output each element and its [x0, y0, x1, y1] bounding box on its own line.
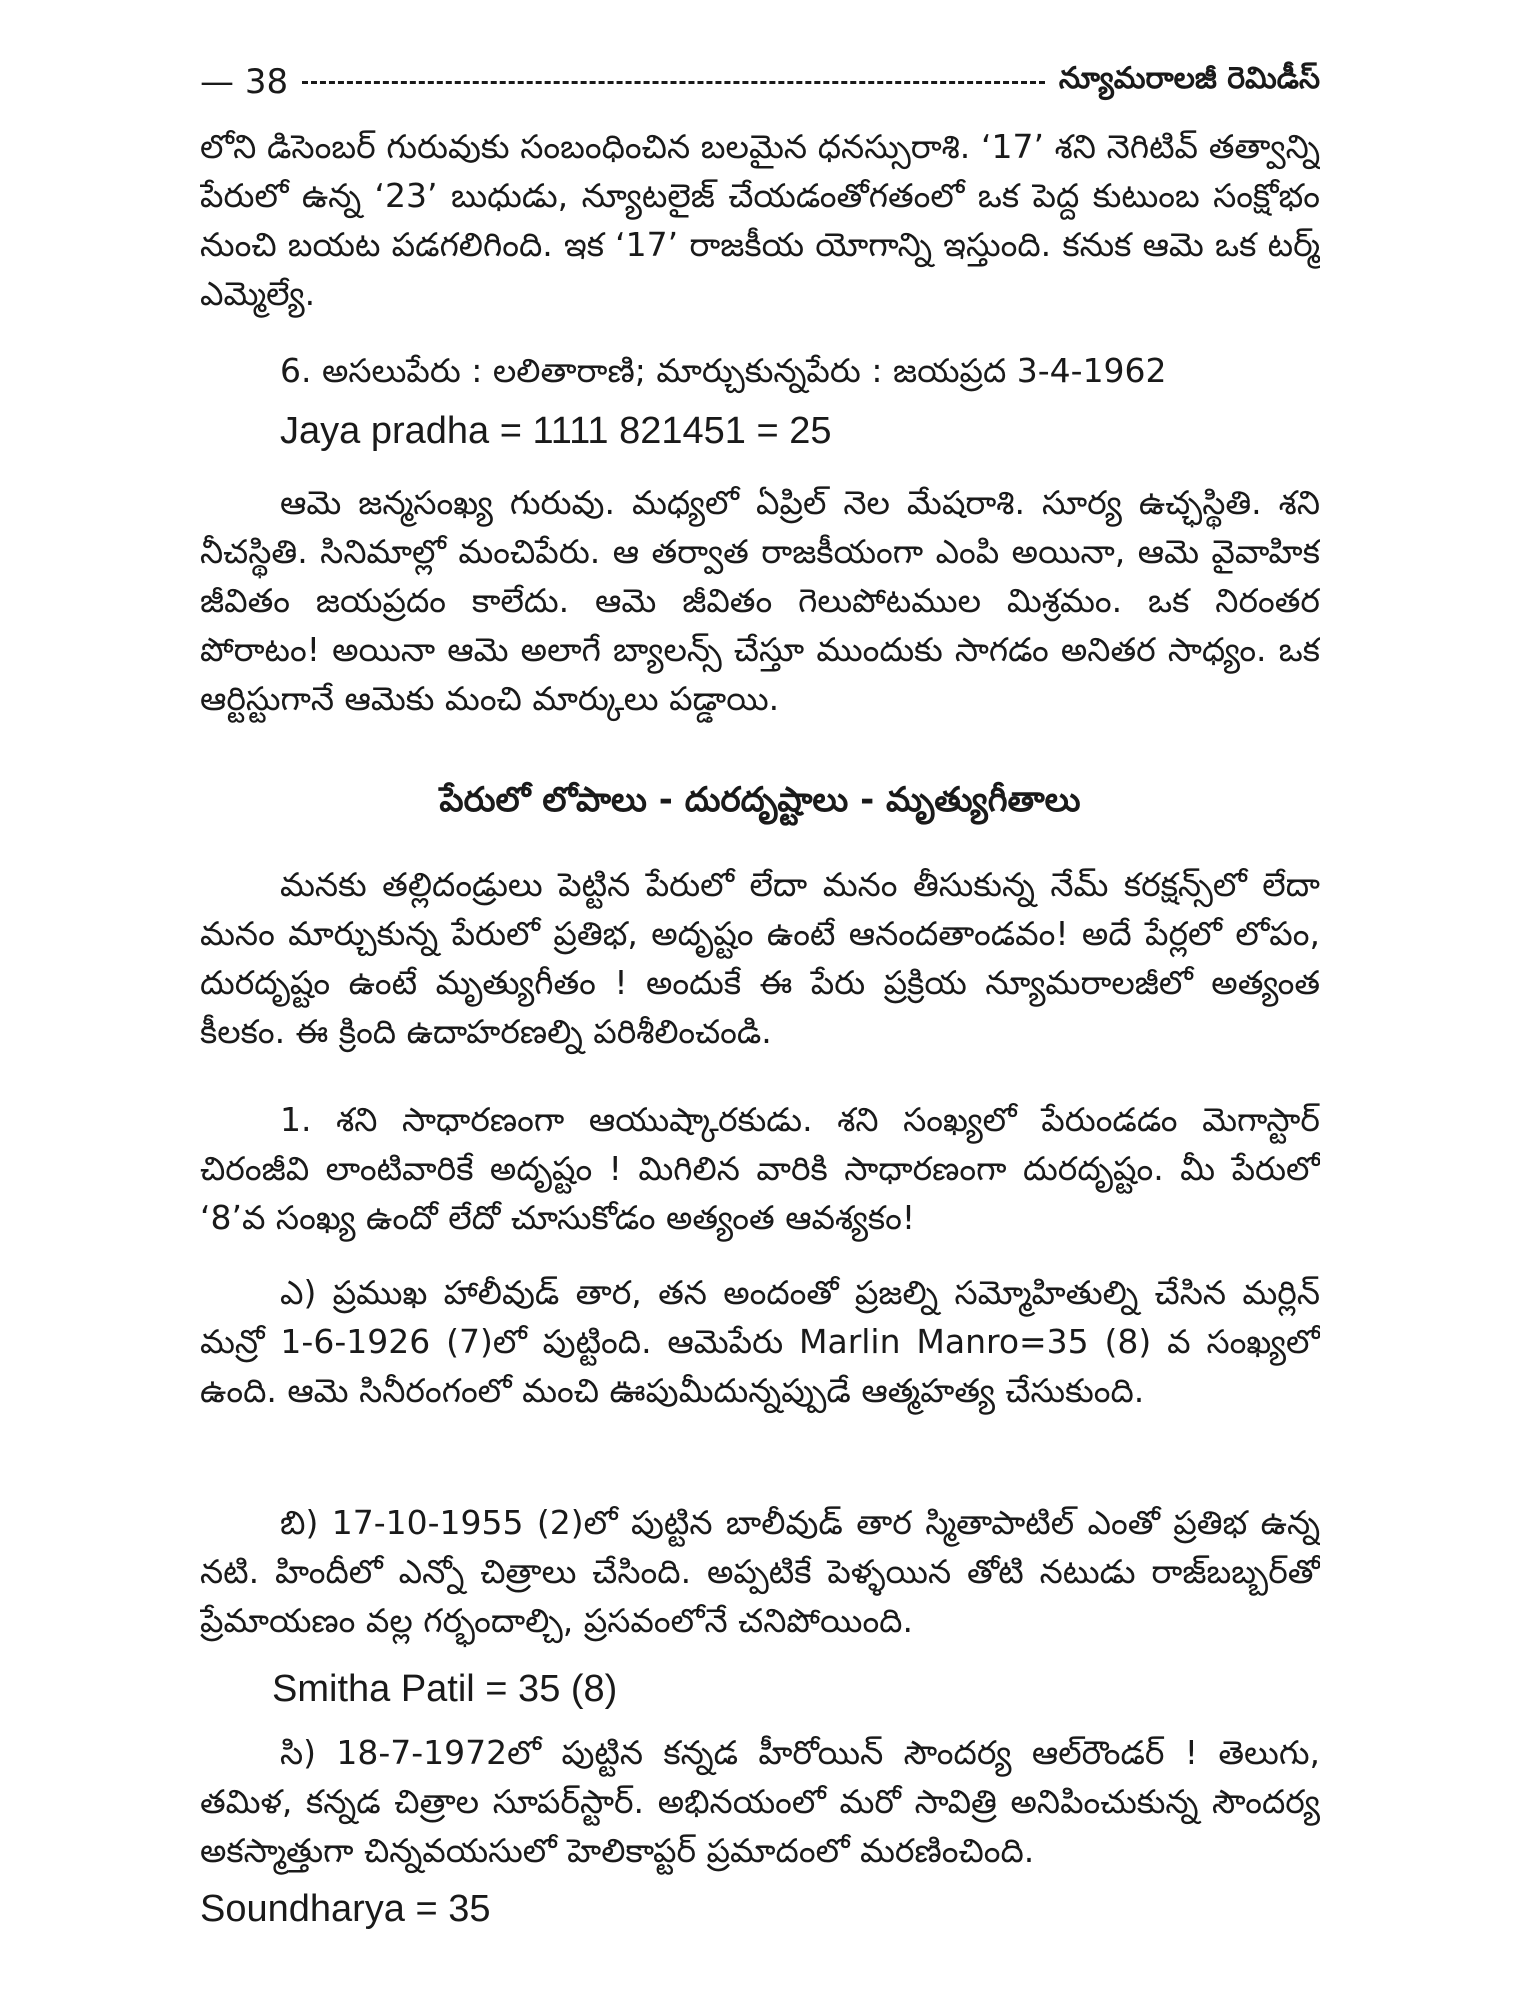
item-6-formula: Jaya pradha = 1111 821451 = 25 [280, 410, 832, 452]
paragraph-saturn: 1. శని సాధారణంగా ఆయుష్కారకుడు. శని సంఖ్యలో పేరుండడం మెగాస్టార్ చిరంజీవి లాంటివారికే అదృష్టం ! మిగిలిన వారికి సాధారణంగా దురదృష్టం. మీ పేరులో ‘8’వ సంఖ్య ఉందో లేదో చూసుకోడం అత్యంత ఆవశ్యకం! [200, 1100, 1320, 1237]
paragraph-intro: లోని డిసెంబర్ గురువుకు సంబంధించిన బలమైన ధనస్సురాశి. ‘17’ శని నెగిటివ్ తత్వాన్ని పేరులో ఉన్న ‘23’ బుధుడు, న్యూటలైజ్ చేయడంతోగతంలో ఒక పెద్ద కుటుంబ సంక్షోభం నుంచి బయట పడగలిగింది. ఇక ‘17’ రాజకీయ యోగాన్ని ఇస్తుంది. కనుక ఆమె ఒక టర్మ్ ఎమ్మెల్యే. [200, 127, 1320, 313]
paragraph-section-intro: మనకు తల్లిదండ్రులు పెట్టిన పేరులో లేదా మనం తీసుకున్న నేమ్ కరక్షన్స్‌లో లేదా మనం మార్చుకున్న పేరులో ప్రతిభ, అదృష్టం ఉంటే ఆనందతాండవం! అదే పేర్లలో లోపం, దురదృష్టం ఉంటే మృత్యుగీతం ! అందుకే ఈ పేరు ప్రక్రియ న్యూమరాలజీలో అత్యంత కీలకం. ఈ క్రింది ఉదాహరణల్ని పరిశీలించండి. [200, 865, 1320, 1051]
section-heading: పేరులో లోపాలు - దురదృష్టాలు - మృత్యుగీతాలు [439, 780, 1081, 820]
running-header [200, 56, 1320, 108]
formula-example-b: Smitha Patil = 35 (8) [272, 1668, 618, 1710]
paragraph-jayaprada: ఆమె జన్మసంఖ్య గురువు. మధ్యలో ఏప్రిల్ నెల మేషరాశి. సూర్య ఉచ్ఛస్థితి. శని నీచస్థితి. సినిమాల్లో మంచిపేరు. ఆ తర్వాత రాజకీయంగా ఎంపి అయినా, ఆమె వైవాహిక జీవితం జయప్రదం కాలేదు. ఆమె జీవితం గెలుపోటముల మిశ్రమం. ఒక నిరంతర పోరాటం! అయినా ఆమె అలాగే బ్యాలన్స్ చేస్తూ ముందుకు సాగడం అనితర సాధ్యం. ఒక ఆర్టిస్టుగానే ఆమెకు మంచి మార్కులు పడ్డాయి. [200, 483, 1320, 718]
header-rule [302, 81, 1045, 84]
book-title: న్యూమరాలజీ రెమిడీస్ [1058, 61, 1320, 96]
paragraph-example-a: ఎ) ప్రముఖ హాలీవుడ్ తార, తన అందంతో ప్రజల్ని సమ్మోహితుల్ని చేసిన మర్లిన్ మన్రో 1-6-1926 (7)లో పుట్టింది. ఆమెపేరు Marlin Manro=35 (8) వ సంఖ్యలో ఉంది. ఆమె సినీరంగంలో మంచి ఊపుమీదున్నప్పుడే ఆత్మహత్య చేసుకుంది. [200, 1273, 1320, 1410]
formula-example-c: Soundharya = 35 [200, 1888, 491, 1930]
paragraph-example-c: సి) 18-7-1972లో పుట్టిన కన్నడ హీరోయిన్ సౌందర్య ఆల్‌రౌండర్ ! తెలుగు, తమిళ, కన్నడ చిత్రాల సూపర్‌స్టార్. అభినయంలో మరో సావిత్రి అనిపించుకున్న సౌందర్య అకస్మాత్తుగా చిన్నవయసులో హెలికాప్టర్ ప్రమాదంలో మరణించింది. [200, 1733, 1320, 1870]
paragraph-example-b: బి) 17-10-1955 (2)లో పుట్టిన బాలీవుడ్ తార స్మితాపాటిల్ ఎంతో ప్రతిభ ఉన్న నటి. హిందీలో ఎన్నో చిత్రాలు చేసింది. అప్పటికే పెళ్ళయిన తోటి నటుడు రాజ్‌బబ్బర్‌తో ప్రేమాయణం వల్ల గర్భందాల్చి, ప్రసవంలోనే చనిపోయింది. [200, 1503, 1320, 1640]
page-number: — 38 [200, 62, 288, 102]
item-6-heading: 6. అసలుపేరు : లలితారాణి; మార్చుకున్నపేరు : జయప్రద 3-4-1962 [280, 351, 1167, 390]
